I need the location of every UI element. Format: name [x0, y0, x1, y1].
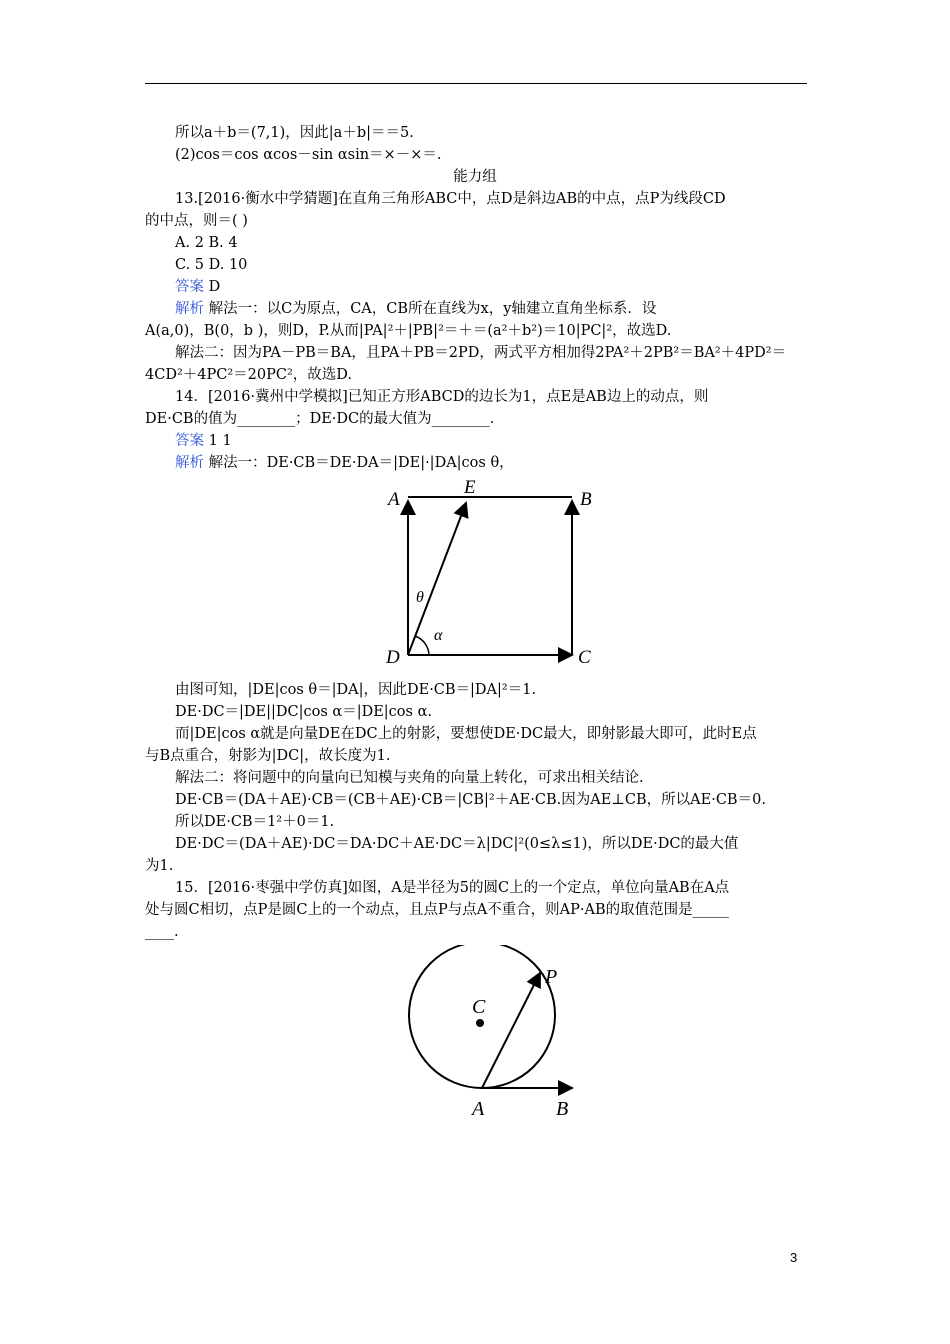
text-line: 由图可知，|DE|cos θ＝|DA|，因此DE·CB＝|DA|²＝1.	[175, 682, 537, 698]
text-line: 4CD²＋4PC²＝20PC²，故选D.	[145, 367, 352, 383]
text-line: 与B点重合，射影为|DC|，故长度为1.	[145, 748, 391, 764]
angle-alpha-arc	[415, 636, 429, 655]
analysis-line	[175, 299, 656, 319]
label-A: A	[472, 1098, 485, 1120]
label-theta: θ	[416, 589, 424, 606]
text-line: 解法二：将问题中的向量向已知模与夹角的向量上转化，可求出相关结论.	[175, 770, 644, 786]
text-line: C. 5 D. 10	[175, 257, 248, 273]
label-C: C	[472, 996, 486, 1018]
text-line: DE·DC＝|DE||DC|cos α＝|DE|cos α.	[175, 704, 432, 720]
analysis-line	[175, 453, 514, 473]
text-line: 14．[2016·冀州中学模拟]已知正方形ABCD的边长为1，点E是AB边上的动点，则	[175, 389, 709, 405]
analysis-tag: 解析	[175, 455, 204, 471]
vector-AP	[482, 973, 540, 1088]
label-A: A	[388, 489, 400, 510]
text-line: 的中点，则＝( )	[145, 213, 248, 229]
center-point	[476, 1019, 484, 1027]
analysis-text: 解法一：以C为原点，CA，CB所在直线为x，y轴建立直角坐标系．设	[204, 301, 657, 317]
answer-text: D	[204, 279, 221, 295]
text-line: 所以a＋b＝(7,1)，因此|a＋b|＝＝5.	[175, 125, 414, 141]
analysis-text: 解法一：DE·CB＝DE·DA＝|DE|·|DA|cos θ，	[204, 455, 514, 471]
text-line: A. 2 B. 4	[175, 235, 238, 251]
header-rule	[145, 83, 807, 84]
answer-line	[175, 277, 220, 297]
text-line: ____.	[145, 924, 179, 940]
text-line: A(a,0)，B(0，b )，则D，P.从而|PA|²＋|PB|²＝＋＝(a²＋b²)＝10|PC|²，故选D.	[145, 323, 672, 339]
text-line: DE·CB的值为________；DE·DC的最大值为________.	[145, 411, 495, 427]
label-alpha: α	[434, 627, 443, 644]
section-title: 能力组	[453, 169, 497, 185]
answer-text: 1 1	[204, 433, 232, 449]
label-D: D	[386, 647, 400, 668]
text-line: DE·CB＝(DA＋AE)·CB＝(CB＋AE)·CB＝|CB|²＋AE·CB.因为AE⊥CB，所以AE·CB＝0.	[175, 792, 766, 808]
text-line: DE·DC＝(DA＋AE)·DC＝DA·DC＋AE·DC＝λ|DC|²(0≤λ≤1)，所以DE·DC的最大值	[175, 836, 739, 852]
label-E: E	[464, 477, 476, 498]
label-B: B	[580, 489, 592, 510]
label-B: B	[556, 1098, 569, 1120]
text-line: (2)cos＝cos αcos－sin αsin＝×－×＝.	[175, 147, 442, 163]
answer-tag: 答案	[175, 279, 204, 295]
square-figure	[380, 475, 610, 675]
answer-line	[175, 431, 232, 451]
circle-figure	[400, 945, 590, 1130]
page-number: 3	[790, 1250, 798, 1265]
label-C: C	[578, 647, 591, 668]
text-line: 15．[2016·枣强中学仿真]如图，A是半径为5的圆C上的一个定点，单位向量AB在A点	[175, 880, 730, 896]
answer-tag: 答案	[175, 433, 204, 449]
analysis-tag: 解析	[175, 301, 204, 317]
label-P: P	[545, 966, 558, 988]
text-line: 而|DE|cos α就是向量DE在DC上的射影，要想使DE·DC最大，即射影最大即可，此时E点	[175, 726, 757, 742]
text-line: 解法二：因为PA－PB＝BA，且PA＋PB＝2PD，两式平方相加得2PA²＋2PB²＝BA²＋4PD²＝	[175, 345, 787, 361]
text-line: 所以DE·CB＝1²＋0＝1.	[175, 814, 335, 830]
text-line: 处与圆C相切，点P是圆C上的一个动点，且点P与点A不重合，则AP·AB的取值范围是_____	[145, 902, 729, 918]
text-line: 为1.	[145, 858, 174, 874]
text-line: 13.[2016·衡水中学猜题]在直角三角形ABC中，点D是斜边AB的中点，点P为线段CD	[175, 191, 726, 207]
